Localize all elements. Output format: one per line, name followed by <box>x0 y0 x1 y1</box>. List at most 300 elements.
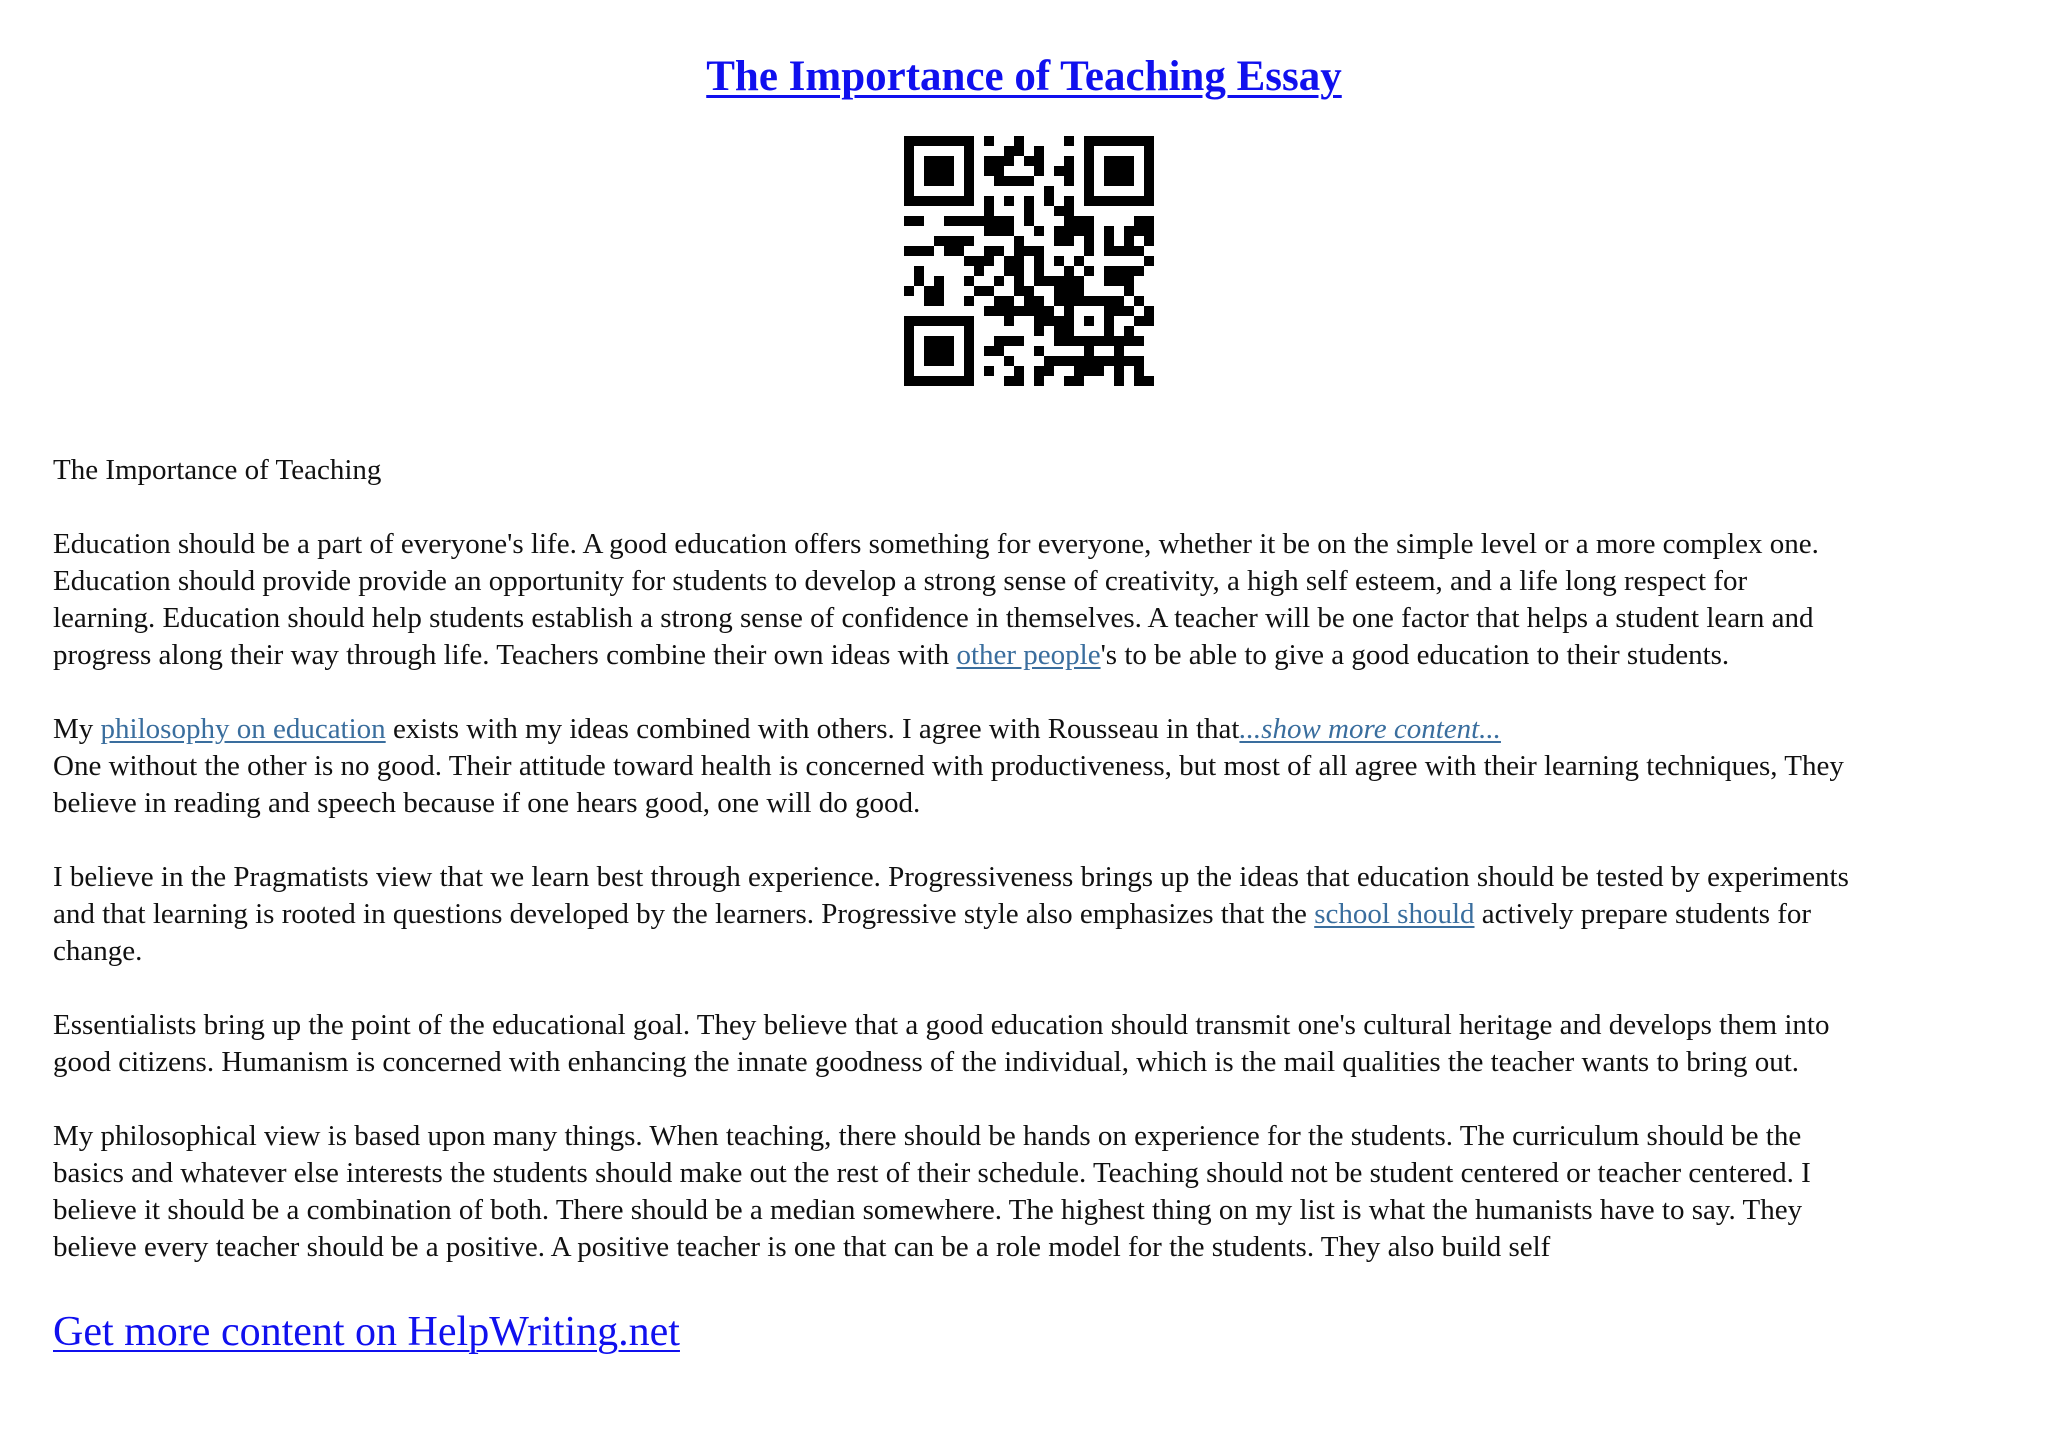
text-segment: My <box>53 713 101 745</box>
qr-module <box>1024 156 1034 166</box>
qr-module <box>924 296 934 306</box>
qr-module <box>1054 316 1064 326</box>
qr-module <box>904 156 914 166</box>
qr-module <box>984 216 994 226</box>
qr-module <box>1094 336 1104 346</box>
get-more-content-link[interactable]: Get more content on HelpWriting.net <box>53 1309 680 1355</box>
qr-module <box>1054 236 1064 246</box>
qr-module <box>1104 276 1114 286</box>
qr-module <box>1104 266 1114 276</box>
essay-heading: The Importance of Teaching <box>53 454 382 486</box>
qr-module <box>1094 296 1104 306</box>
qr-module <box>914 376 924 386</box>
qr-module <box>1074 296 1084 306</box>
paragraph-line: basics and whatever else interests the students should make out the rest of their schedule. Teaching should not be student centered or teacher centered. I <box>53 1157 1811 1189</box>
philosophy-on-education-link[interactable]: philosophy on education <box>100 713 386 745</box>
show-more-content-link[interactable]: ...show more content... <box>1239 713 1501 745</box>
qr-module <box>1034 156 1044 166</box>
qr-module <box>1014 136 1024 146</box>
qr-module <box>1034 226 1044 236</box>
qr-module <box>1064 206 1074 216</box>
paragraph-line: good citizens. Humanism is concerned with enhancing the innate goodness of the individual, which is the mail qualities the teacher wants to bring out. <box>53 1046 1800 1078</box>
qr-module <box>934 136 944 146</box>
qr-module <box>1034 276 1044 286</box>
qr-module <box>1074 226 1084 236</box>
qr-module <box>924 356 934 366</box>
qr-module <box>1094 136 1104 146</box>
footer <box>53 1306 680 1358</box>
qr-module <box>1064 276 1074 286</box>
qr-module <box>924 166 934 176</box>
qr-module <box>1114 276 1124 286</box>
qr-module <box>1144 186 1154 196</box>
qr-module <box>1124 176 1134 186</box>
qr-module <box>1004 316 1014 326</box>
qr-module <box>1024 306 1034 316</box>
qr-module <box>1084 346 1094 356</box>
qr-module <box>1024 176 1034 186</box>
qr-module <box>1004 336 1014 346</box>
qr-module <box>1054 226 1064 236</box>
qr-module <box>1014 276 1024 286</box>
qr-module <box>1064 166 1074 176</box>
qr-module <box>1144 236 1154 246</box>
qr-module <box>1054 336 1064 346</box>
qr-module <box>954 196 964 206</box>
qr-module <box>1074 366 1084 376</box>
other-people-link[interactable]: other people <box>956 639 1101 671</box>
qr-module <box>1044 186 1054 196</box>
qr-module <box>1114 246 1124 256</box>
qr-module <box>1144 316 1154 326</box>
qr-module <box>1064 196 1074 206</box>
qr-module <box>1034 146 1044 156</box>
qr-module <box>934 336 944 346</box>
qr-module <box>944 236 954 246</box>
qr-module <box>904 186 914 196</box>
qr-module <box>1034 256 1044 266</box>
qr-module <box>1134 356 1144 366</box>
qr-module <box>1024 216 1034 226</box>
qr-module <box>994 216 1004 226</box>
qr-module <box>1014 336 1024 346</box>
qr-module <box>1004 226 1014 236</box>
qr-module <box>954 376 964 386</box>
qr-module <box>1104 306 1114 316</box>
qr-module <box>984 346 994 356</box>
qr-module <box>914 276 924 286</box>
qr-module <box>1014 246 1024 256</box>
paragraph-4 <box>53 859 2013 970</box>
text-segment: exists with my ideas combined with others. I agree with Rousseau in that <box>385 713 1240 745</box>
qr-module <box>1004 306 1014 316</box>
qr-module <box>994 276 1004 286</box>
qr-module <box>984 256 994 266</box>
qr-module <box>1064 286 1074 296</box>
paragraph-line: My philosophical view is based upon many things. When teaching, there should be hands on experience for the students. The curriculum should be the <box>53 1120 1802 1152</box>
paragraph-5 <box>53 1007 2013 1081</box>
qr-module <box>1014 266 1024 276</box>
qr-module <box>1034 346 1044 356</box>
qr-module <box>1074 276 1084 286</box>
qr-module <box>994 296 1004 306</box>
qr-module <box>1104 156 1114 166</box>
qr-module <box>1124 286 1134 296</box>
qr-module <box>1004 146 1014 156</box>
qr-module <box>1084 166 1094 176</box>
qr-module <box>904 136 914 146</box>
qr-module <box>1014 176 1024 186</box>
paragraph-line: Education should provide provide an opportunity for students to develop a strong sense of creativity, a high self esteem, and a life long respect for <box>53 565 1748 597</box>
qr-module <box>1094 366 1104 376</box>
qr-module <box>964 176 974 186</box>
qr-module <box>994 166 1004 176</box>
qr-module <box>1144 306 1154 316</box>
qr-module <box>1064 226 1074 236</box>
qr-module <box>994 246 1004 256</box>
qr-module <box>1044 356 1054 366</box>
qr-module <box>904 286 914 296</box>
qr-module <box>1034 376 1044 386</box>
qr-module <box>944 166 954 176</box>
qr-module <box>1074 256 1084 266</box>
qr-module <box>1034 316 1044 326</box>
qr-module <box>1104 296 1114 306</box>
qr-module <box>1124 266 1134 276</box>
qr-module <box>924 336 934 346</box>
qr-module <box>964 376 974 386</box>
qr-module <box>1004 296 1014 306</box>
qr-module <box>1064 336 1074 346</box>
qr-module <box>1134 246 1144 256</box>
qr-module <box>934 346 944 356</box>
text-segment: progress along their way through life. Teachers combine their own ideas with <box>53 639 957 671</box>
qr-module <box>944 176 954 186</box>
qr-module <box>994 346 1004 356</box>
qr-module <box>1084 366 1094 376</box>
paragraph-line: believe every teacher should be a positive. A positive teacher is one that can be a role model for the students. They also build self <box>53 1231 1551 1263</box>
qr-module <box>1034 296 1044 306</box>
qr-module <box>974 216 984 226</box>
qr-module <box>1084 156 1094 166</box>
qr-module <box>924 376 934 386</box>
qr-module <box>934 236 944 246</box>
qr-module <box>934 286 944 296</box>
qr-module <box>974 286 984 296</box>
paragraph-line: One without the other is no good. Their attitude toward health is concerned with productiveness, but most of all agree with their learning techniques, They <box>53 750 1844 782</box>
qr-module <box>1124 196 1134 206</box>
qr-module <box>1054 206 1064 216</box>
qr-module <box>914 246 924 256</box>
qr-module <box>1124 276 1134 286</box>
qr-module <box>964 146 974 156</box>
qr-module <box>1144 256 1154 266</box>
qr-module <box>914 216 924 226</box>
qr-module <box>1044 316 1054 326</box>
qr-module <box>1104 166 1114 176</box>
qr-module <box>984 306 994 316</box>
qr-module <box>1104 226 1114 236</box>
qr-module <box>1144 136 1154 146</box>
qr-module <box>1134 296 1144 306</box>
qr-module <box>964 166 974 176</box>
qr-module <box>1124 246 1134 256</box>
text-segment: 's to be able to give a good education to their students. <box>1100 639 1730 671</box>
qr-module <box>1104 236 1114 246</box>
qr-module <box>1054 286 1064 296</box>
qr-module <box>984 136 994 146</box>
qr-module <box>1034 246 1044 256</box>
qr-module <box>1074 376 1084 386</box>
qr-module <box>1114 306 1124 316</box>
qr-module <box>1054 166 1064 176</box>
qr-module <box>904 176 914 186</box>
qr-module <box>1024 286 1034 296</box>
qr-module <box>1114 336 1124 346</box>
qr-module <box>1084 186 1094 196</box>
qr-module <box>964 156 974 166</box>
qr-module <box>934 196 944 206</box>
paragraph-3 <box>53 748 2013 822</box>
qr-module <box>1114 136 1124 146</box>
qr-module <box>994 226 1004 236</box>
qr-module <box>934 156 944 166</box>
qr-module <box>1014 366 1024 376</box>
school-should-link[interactable]: school should <box>1314 898 1475 930</box>
qr-module <box>904 216 914 226</box>
qr-module <box>964 316 974 326</box>
qr-module <box>1124 156 1134 166</box>
qr-module <box>1124 326 1134 336</box>
qr-module <box>904 166 914 176</box>
qr-module <box>964 326 974 336</box>
qr-module <box>1114 296 1124 306</box>
qr-module <box>984 156 994 166</box>
qr-module <box>944 136 954 146</box>
qr-module <box>904 356 914 366</box>
qr-module <box>1064 326 1074 336</box>
qr-module <box>954 216 964 226</box>
qr-module <box>954 136 964 146</box>
qr-module <box>1074 286 1084 296</box>
qr-module <box>1044 366 1054 376</box>
qr-module <box>904 146 914 156</box>
qr-module <box>1044 276 1054 286</box>
qr-module <box>944 336 954 346</box>
qr-module <box>1004 266 1014 276</box>
qr-module <box>1034 326 1044 336</box>
qr-module <box>964 296 974 306</box>
qr-module <box>1014 146 1024 156</box>
qr-module <box>1014 256 1024 266</box>
qr-module <box>1084 266 1094 276</box>
qr-module <box>1084 296 1094 306</box>
qr-module <box>1114 266 1124 276</box>
qr-module <box>924 316 934 326</box>
paragraph-line: believe in reading and speech because if one hears good, one will do good. <box>53 787 921 819</box>
qr-module <box>904 196 914 206</box>
qr-module <box>934 276 944 286</box>
qr-module <box>1104 136 1114 146</box>
qr-module <box>1004 156 1014 166</box>
qr-module <box>1054 256 1064 266</box>
qr-module <box>924 346 934 356</box>
qr-module <box>964 196 974 206</box>
qr-module <box>1134 196 1144 206</box>
qr-module <box>964 216 974 226</box>
qr-module <box>1104 246 1114 256</box>
qr-module <box>1124 306 1134 316</box>
qr-module <box>944 376 954 386</box>
qr-module <box>1084 246 1094 256</box>
qr-module <box>1124 136 1134 146</box>
qr-module <box>1104 176 1114 186</box>
qr-module <box>1064 306 1074 316</box>
qr-module <box>944 196 954 206</box>
qr-module <box>1014 376 1024 386</box>
qr-module <box>1104 316 1114 326</box>
qr-module <box>984 196 994 206</box>
qr-module <box>924 156 934 166</box>
qr-module <box>924 136 934 146</box>
qr-module <box>1084 236 1094 246</box>
qr-module <box>924 246 934 256</box>
qr-module <box>964 346 974 356</box>
qr-module <box>1024 246 1034 256</box>
qr-module <box>1134 216 1144 226</box>
qr-module <box>1014 286 1024 296</box>
paragraph-2 <box>53 711 2013 748</box>
qr-module <box>1014 306 1024 316</box>
qr-module <box>1064 356 1074 366</box>
qr-module <box>1054 296 1064 306</box>
qr-module <box>1144 226 1154 236</box>
qr-module <box>1004 196 1014 206</box>
page-title <box>0 50 2048 104</box>
qr-module <box>1144 166 1154 176</box>
qr-module <box>1134 266 1144 276</box>
qr-module <box>1094 356 1104 366</box>
qr-code-icon <box>904 136 1154 386</box>
qr-module <box>904 376 914 386</box>
qr-module <box>934 166 944 176</box>
qr-module <box>1124 356 1134 366</box>
qr-module <box>964 256 974 266</box>
paragraph-line <box>53 637 2013 674</box>
qr-module <box>1034 166 1044 176</box>
qr-module <box>1084 196 1094 206</box>
qr-module <box>984 246 994 256</box>
qr-module <box>984 286 994 296</box>
qr-module <box>984 206 994 216</box>
qr-module <box>924 176 934 186</box>
qr-module <box>1084 336 1094 346</box>
paragraph-6 <box>53 1118 2013 1266</box>
qr-module <box>1084 356 1094 366</box>
qr-module <box>994 306 1004 316</box>
qr-module <box>1104 336 1114 346</box>
qr-module <box>964 356 974 366</box>
qr-module <box>1084 316 1094 326</box>
qr-module <box>964 366 974 376</box>
qr-module <box>1054 276 1064 286</box>
qr-module <box>964 276 974 286</box>
qr-module <box>964 336 974 346</box>
qr-module <box>1114 156 1124 166</box>
qr-module <box>1064 136 1074 146</box>
qr-module <box>904 336 914 346</box>
qr-module <box>1144 176 1154 186</box>
qr-module <box>1034 366 1044 376</box>
qr-module <box>1004 376 1014 386</box>
essay-body <box>53 452 2013 1303</box>
qr-module <box>1094 196 1104 206</box>
qr-module <box>1054 356 1064 366</box>
qr-module <box>984 226 994 236</box>
qr-module <box>1064 296 1074 306</box>
qr-module <box>944 316 954 326</box>
qr-module <box>934 176 944 186</box>
qr-module <box>994 156 1004 166</box>
qr-module <box>1104 196 1114 206</box>
qr-module <box>1104 356 1114 366</box>
qr-module <box>934 296 944 306</box>
qr-module <box>914 136 924 146</box>
qr-module <box>1084 226 1094 236</box>
qr-module <box>1084 146 1094 156</box>
qr-module <box>1114 196 1124 206</box>
qr-module <box>1034 266 1044 276</box>
qr-module <box>1114 366 1124 376</box>
qr-module <box>914 316 924 326</box>
text-segment: and that learning is rooted in questions developed by the learners. Progressive style also emphasizes that the <box>53 898 1315 930</box>
qr-module <box>924 196 934 206</box>
qr-module <box>1064 156 1074 166</box>
qr-module <box>984 166 994 176</box>
qr-module <box>944 246 954 256</box>
qr-module <box>944 216 954 226</box>
qr-module <box>944 356 954 366</box>
qr-module <box>1144 156 1154 166</box>
paragraph-line: believe it should be a combination of both. There should be a median somewhere. The highest thing on my list is what the humanists have to say. They <box>53 1194 1803 1226</box>
qr-module <box>1114 376 1124 386</box>
paragraph-line: I believe in the Pragmatists view that we learn best through experience. Progressiveness brings up the ideas that education should be tested by experiments <box>53 861 1849 893</box>
qr-module <box>964 136 974 146</box>
qr-module <box>914 266 924 276</box>
paragraph-line: Essentialists bring up the point of the educational goal. They believe that a good education should transmit one's cultural heritage and develops them into <box>53 1009 1830 1041</box>
paragraph-1 <box>53 526 2013 674</box>
qr-module <box>1004 256 1014 266</box>
qr-module <box>1134 376 1144 386</box>
paragraph-line <box>53 711 2013 748</box>
text-segment: actively prepare students for <box>1474 898 1812 930</box>
qr-module <box>914 196 924 206</box>
paragraph-line: Education should be a part of everyone's life. A good education offers something for everyone, whether it be on the simple level or a more complex one. <box>53 528 1819 560</box>
qr-module <box>1054 326 1064 336</box>
qr-module <box>954 246 964 256</box>
qr-module <box>1134 226 1144 236</box>
qr-module <box>1074 356 1084 366</box>
title-link[interactable]: The Importance of Teaching Essay <box>706 53 1342 100</box>
qr-module <box>1024 196 1034 206</box>
paragraph-line: change. <box>53 935 143 967</box>
qr-module <box>1074 336 1084 346</box>
qr-module <box>934 376 944 386</box>
qr-module <box>1064 236 1074 246</box>
qr-module <box>1004 216 1014 226</box>
qr-module <box>994 336 1004 346</box>
qr-module <box>1114 356 1124 366</box>
